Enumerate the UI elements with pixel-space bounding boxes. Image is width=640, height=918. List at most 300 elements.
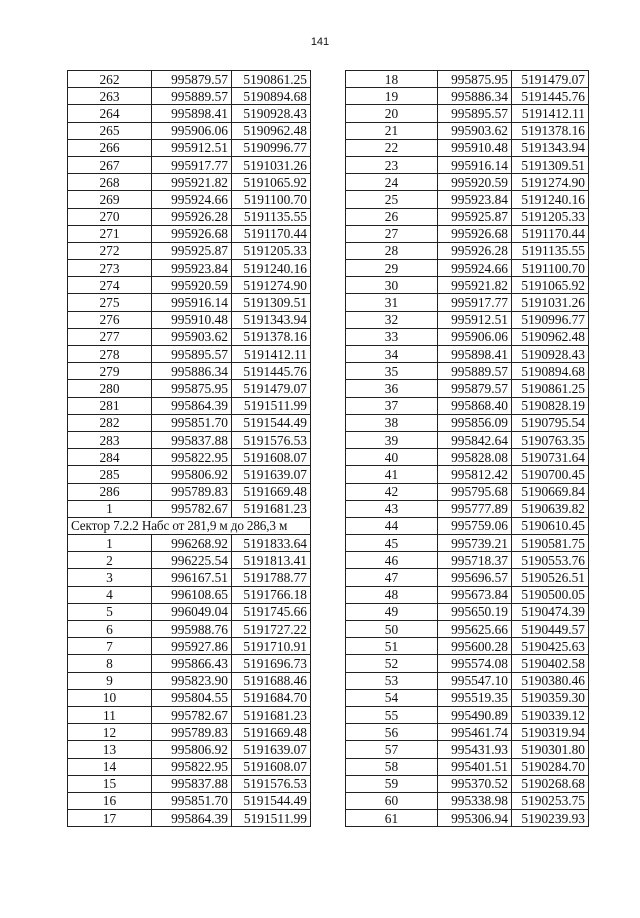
y-coordinate-cell: 5190894.68	[512, 363, 589, 380]
x-coordinate-cell: 995912.51	[438, 311, 512, 328]
x-coordinate-cell: 995306.94	[438, 810, 512, 827]
table-row	[68, 535, 311, 552]
point-number-cell: 61	[346, 810, 438, 827]
x-coordinate-cell: 995917.77	[152, 156, 232, 173]
y-coordinate-cell: 5190526.51	[512, 569, 589, 586]
table-row	[68, 208, 311, 225]
y-coordinate-cell: 5191412.11	[232, 346, 311, 363]
point-number-cell: 7	[68, 638, 152, 655]
point-number-cell: 17	[68, 810, 152, 827]
y-coordinate-cell: 5190581.75	[512, 535, 589, 552]
y-coordinate-cell: 5191031.26	[232, 156, 311, 173]
x-coordinate-cell: 995842.64	[438, 431, 512, 448]
x-coordinate-cell: 995777.89	[438, 500, 512, 517]
point-number-cell: 33	[346, 328, 438, 345]
y-coordinate-cell: 5190700.45	[512, 466, 589, 483]
y-coordinate-cell: 5190380.46	[512, 672, 589, 689]
y-coordinate-cell: 5191544.49	[232, 792, 311, 809]
x-coordinate-cell: 995837.88	[152, 775, 232, 792]
x-coordinate-cell: 995804.55	[152, 689, 232, 706]
x-coordinate-cell: 995370.52	[438, 775, 512, 792]
table-row	[68, 466, 311, 483]
y-coordinate-cell: 5191343.94	[512, 139, 589, 156]
x-coordinate-cell: 995924.66	[438, 260, 512, 277]
point-number-cell: 15	[68, 775, 152, 792]
table-row	[346, 449, 589, 466]
x-coordinate-cell: 995926.28	[152, 208, 232, 225]
point-number-cell: 278	[68, 346, 152, 363]
table-row	[346, 242, 589, 259]
table-row	[68, 586, 311, 603]
table-row	[346, 311, 589, 328]
table-row	[68, 552, 311, 569]
y-coordinate-cell: 5191511.99	[232, 810, 311, 827]
y-coordinate-cell: 5190962.48	[512, 328, 589, 345]
point-number-cell: 270	[68, 208, 152, 225]
y-coordinate-cell: 5191240.16	[232, 260, 311, 277]
table-row	[68, 88, 311, 105]
x-coordinate-cell: 995401.51	[438, 758, 512, 775]
table-row	[346, 810, 589, 827]
x-coordinate-cell: 995822.95	[152, 758, 232, 775]
y-coordinate-cell: 5190239.93	[512, 810, 589, 827]
point-number-cell: 274	[68, 277, 152, 294]
x-coordinate-cell: 996268.92	[152, 535, 232, 552]
x-coordinate-cell: 995519.35	[438, 689, 512, 706]
table-row	[68, 603, 311, 620]
point-number-cell: 41	[346, 466, 438, 483]
x-coordinate-cell: 995864.39	[152, 810, 232, 827]
y-coordinate-cell: 5191608.07	[232, 758, 311, 775]
table-row	[346, 260, 589, 277]
point-number-cell: 57	[346, 741, 438, 758]
x-coordinate-cell: 995828.08	[438, 449, 512, 466]
x-coordinate-cell: 995925.87	[152, 242, 232, 259]
y-coordinate-cell: 5191696.73	[232, 655, 311, 672]
y-coordinate-cell: 5190268.68	[512, 775, 589, 792]
y-coordinate-cell: 5191135.55	[232, 208, 311, 225]
point-number-cell: 11	[68, 706, 152, 723]
point-number-cell: 39	[346, 431, 438, 448]
x-coordinate-cell: 995600.28	[438, 638, 512, 655]
table-row	[346, 208, 589, 225]
point-number-cell: 284	[68, 449, 152, 466]
point-number-cell: 37	[346, 397, 438, 414]
point-number-cell: 262	[68, 71, 152, 88]
y-coordinate-cell: 5191511.99	[232, 397, 311, 414]
table-row	[346, 621, 589, 638]
point-number-cell: 19	[346, 88, 438, 105]
point-number-cell: 2	[68, 552, 152, 569]
table-row	[68, 242, 311, 259]
x-coordinate-cell: 995926.28	[438, 242, 512, 259]
table-row	[68, 655, 311, 672]
x-coordinate-cell: 995916.14	[438, 156, 512, 173]
y-coordinate-cell: 5191710.91	[232, 638, 311, 655]
point-number-cell: 21	[346, 122, 438, 139]
table-row	[68, 792, 311, 809]
y-coordinate-cell: 5190962.48	[232, 122, 311, 139]
y-coordinate-cell: 5190610.45	[512, 517, 589, 534]
table-row	[68, 621, 311, 638]
x-coordinate-cell: 995806.92	[152, 466, 232, 483]
y-coordinate-cell: 5191031.26	[512, 294, 589, 311]
table-row	[346, 517, 589, 534]
point-number-cell: 272	[68, 242, 152, 259]
x-coordinate-cell: 995921.82	[438, 277, 512, 294]
point-number-cell: 38	[346, 414, 438, 431]
x-coordinate-cell: 995759.06	[438, 517, 512, 534]
table-row	[68, 500, 311, 517]
y-coordinate-cell: 5190339.12	[512, 706, 589, 723]
x-coordinate-cell: 995856.09	[438, 414, 512, 431]
y-coordinate-cell: 5191681.23	[232, 500, 311, 517]
point-number-cell: 269	[68, 191, 152, 208]
x-coordinate-cell: 995851.70	[152, 414, 232, 431]
table-row	[346, 792, 589, 809]
table-row	[346, 346, 589, 363]
y-coordinate-cell: 5191205.33	[232, 242, 311, 259]
y-coordinate-cell: 5191274.90	[512, 174, 589, 191]
x-coordinate-cell: 995490.89	[438, 706, 512, 723]
table-row	[346, 174, 589, 191]
y-coordinate-cell: 5191479.07	[232, 380, 311, 397]
x-coordinate-cell: 995866.43	[152, 655, 232, 672]
coordinates-table-left	[67, 70, 311, 827]
table-row	[346, 88, 589, 105]
table-row	[346, 500, 589, 517]
point-number-cell: 32	[346, 311, 438, 328]
point-number-cell: 55	[346, 706, 438, 723]
table-row	[346, 191, 589, 208]
y-coordinate-cell: 5191684.70	[232, 689, 311, 706]
page-number: 141	[310, 36, 330, 48]
x-coordinate-cell: 995925.87	[438, 208, 512, 225]
point-number-cell: 45	[346, 535, 438, 552]
point-number-cell: 267	[68, 156, 152, 173]
x-coordinate-cell: 995898.41	[438, 346, 512, 363]
y-coordinate-cell: 5190828.19	[512, 397, 589, 414]
point-number-cell: 263	[68, 88, 152, 105]
x-coordinate-cell: 995696.57	[438, 569, 512, 586]
y-coordinate-cell: 5191343.94	[232, 311, 311, 328]
table-row	[346, 689, 589, 706]
y-coordinate-cell: 5190402.58	[512, 655, 589, 672]
x-coordinate-cell: 995886.34	[438, 88, 512, 105]
coordinates-table-right	[345, 70, 589, 827]
x-coordinate-cell: 996108.65	[152, 586, 232, 603]
table-row	[68, 672, 311, 689]
x-coordinate-cell: 995875.95	[152, 380, 232, 397]
table-row	[68, 71, 311, 88]
table-row	[68, 638, 311, 655]
y-coordinate-cell: 5190861.25	[512, 380, 589, 397]
x-coordinate-cell: 995903.62	[152, 328, 232, 345]
x-coordinate-cell: 995875.95	[438, 71, 512, 88]
table-row	[346, 466, 589, 483]
table-row	[346, 706, 589, 723]
point-number-cell: 9	[68, 672, 152, 689]
y-coordinate-cell: 5191240.16	[512, 191, 589, 208]
y-coordinate-cell: 5191100.70	[512, 260, 589, 277]
y-coordinate-cell: 5190639.82	[512, 500, 589, 517]
y-coordinate-cell: 5190500.05	[512, 586, 589, 603]
point-number-cell: 53	[346, 672, 438, 689]
point-number-cell: 27	[346, 225, 438, 242]
y-coordinate-cell: 5191378.16	[512, 122, 589, 139]
y-coordinate-cell: 5191766.18	[232, 586, 311, 603]
x-coordinate-cell: 995889.57	[438, 363, 512, 380]
table-row	[68, 706, 311, 723]
point-number-cell: 13	[68, 741, 152, 758]
table-row	[68, 689, 311, 706]
point-number-cell: 1	[68, 500, 152, 517]
y-coordinate-cell: 5191788.77	[232, 569, 311, 586]
table-row	[346, 655, 589, 672]
point-number-cell: 31	[346, 294, 438, 311]
y-coordinate-cell: 5191445.76	[512, 88, 589, 105]
point-number-cell: 10	[68, 689, 152, 706]
y-coordinate-cell: 5190763.35	[512, 431, 589, 448]
section-title: Сектор 7.2.2 Набс от 281,9 м до 286,3 м	[68, 517, 311, 534]
point-number-cell: 23	[346, 156, 438, 173]
point-number-cell: 50	[346, 621, 438, 638]
point-number-cell: 30	[346, 277, 438, 294]
y-coordinate-cell: 5191669.48	[232, 724, 311, 741]
x-coordinate-cell: 995917.77	[438, 294, 512, 311]
point-number-cell: 20	[346, 105, 438, 122]
x-coordinate-cell: 995906.06	[438, 328, 512, 345]
y-coordinate-cell: 5191639.07	[232, 741, 311, 758]
x-coordinate-cell: 995837.88	[152, 431, 232, 448]
y-coordinate-cell: 5190474.39	[512, 603, 589, 620]
y-coordinate-cell: 5191576.53	[232, 431, 311, 448]
y-coordinate-cell: 5191544.49	[232, 414, 311, 431]
point-number-cell: 29	[346, 260, 438, 277]
y-coordinate-cell: 5191309.51	[512, 156, 589, 173]
point-number-cell: 265	[68, 122, 152, 139]
table-row	[68, 397, 311, 414]
x-coordinate-cell: 995868.40	[438, 397, 512, 414]
x-coordinate-cell: 995739.21	[438, 535, 512, 552]
x-coordinate-cell: 995795.68	[438, 483, 512, 500]
table-row	[346, 71, 589, 88]
x-coordinate-cell: 995864.39	[152, 397, 232, 414]
y-coordinate-cell: 5190894.68	[232, 88, 311, 105]
table-row	[346, 483, 589, 500]
table-row	[68, 191, 311, 208]
x-coordinate-cell: 995547.10	[438, 672, 512, 689]
table-row	[68, 139, 311, 156]
x-coordinate-cell: 996167.51	[152, 569, 232, 586]
point-number-cell: 46	[346, 552, 438, 569]
x-coordinate-cell: 995851.70	[152, 792, 232, 809]
x-coordinate-cell: 995806.92	[152, 741, 232, 758]
table-row	[68, 569, 311, 586]
table-row	[68, 483, 311, 500]
point-number-cell: 18	[346, 71, 438, 88]
x-coordinate-cell: 995895.57	[152, 346, 232, 363]
x-coordinate-cell: 995895.57	[438, 105, 512, 122]
x-coordinate-cell: 996049.04	[152, 603, 232, 620]
table-row	[346, 397, 589, 414]
table-row	[68, 225, 311, 242]
y-coordinate-cell: 5191065.92	[232, 174, 311, 191]
table-row	[68, 260, 311, 277]
point-number-cell: 282	[68, 414, 152, 431]
y-coordinate-cell: 5191170.44	[232, 225, 311, 242]
point-number-cell: 28	[346, 242, 438, 259]
table-row	[346, 328, 589, 345]
y-coordinate-cell: 5191378.16	[232, 328, 311, 345]
y-coordinate-cell: 5190996.77	[512, 311, 589, 328]
y-coordinate-cell: 5191681.23	[232, 706, 311, 723]
table-row	[346, 535, 589, 552]
point-number-cell: 4	[68, 586, 152, 603]
table-row	[68, 741, 311, 758]
x-coordinate-cell: 995920.59	[152, 277, 232, 294]
y-coordinate-cell: 5190253.75	[512, 792, 589, 809]
y-coordinate-cell: 5190928.43	[512, 346, 589, 363]
point-number-cell: 24	[346, 174, 438, 191]
point-number-cell: 44	[346, 517, 438, 534]
table-row	[68, 810, 311, 827]
table-row	[68, 414, 311, 431]
table-row	[68, 449, 311, 466]
table-row	[68, 328, 311, 345]
y-coordinate-cell: 5190553.76	[512, 552, 589, 569]
y-coordinate-cell: 5190928.43	[232, 105, 311, 122]
point-number-cell: 6	[68, 621, 152, 638]
x-coordinate-cell: 995988.76	[152, 621, 232, 638]
x-coordinate-cell: 995886.34	[152, 363, 232, 380]
table-row	[346, 672, 589, 689]
point-number-cell: 273	[68, 260, 152, 277]
x-coordinate-cell: 995906.06	[152, 122, 232, 139]
x-coordinate-cell: 995789.83	[152, 483, 232, 500]
table-row	[346, 363, 589, 380]
y-coordinate-cell: 5190996.77	[232, 139, 311, 156]
x-coordinate-cell: 995338.98	[438, 792, 512, 809]
table-row	[68, 105, 311, 122]
table-row	[346, 122, 589, 139]
x-coordinate-cell: 995921.82	[152, 174, 232, 191]
table-row	[68, 346, 311, 363]
point-number-cell: 51	[346, 638, 438, 655]
point-number-cell: 36	[346, 380, 438, 397]
x-coordinate-cell: 995910.48	[438, 139, 512, 156]
point-number-cell: 279	[68, 363, 152, 380]
point-number-cell: 35	[346, 363, 438, 380]
point-number-cell: 52	[346, 655, 438, 672]
point-number-cell: 281	[68, 397, 152, 414]
y-coordinate-cell: 5191100.70	[232, 191, 311, 208]
point-number-cell: 268	[68, 174, 152, 191]
y-coordinate-cell: 5191576.53	[232, 775, 311, 792]
y-coordinate-cell: 5191309.51	[232, 294, 311, 311]
x-coordinate-cell: 995920.59	[438, 174, 512, 191]
y-coordinate-cell: 5190284.70	[512, 758, 589, 775]
point-number-cell: 283	[68, 431, 152, 448]
table-row	[68, 775, 311, 792]
y-coordinate-cell: 5191135.55	[512, 242, 589, 259]
table-row	[68, 156, 311, 173]
table-row	[68, 294, 311, 311]
y-coordinate-cell: 5190669.84	[512, 483, 589, 500]
y-coordinate-cell: 5191669.48	[232, 483, 311, 500]
x-coordinate-cell: 995823.90	[152, 672, 232, 689]
x-coordinate-cell: 995926.68	[438, 225, 512, 242]
table-row	[346, 156, 589, 173]
y-coordinate-cell: 5191688.46	[232, 672, 311, 689]
table-row	[68, 758, 311, 775]
point-number-cell: 271	[68, 225, 152, 242]
point-number-cell: 58	[346, 758, 438, 775]
y-coordinate-cell: 5191727.22	[232, 621, 311, 638]
y-coordinate-cell: 5191479.07	[512, 71, 589, 88]
point-number-cell: 40	[346, 449, 438, 466]
table-row	[346, 586, 589, 603]
point-number-cell: 43	[346, 500, 438, 517]
point-number-cell: 59	[346, 775, 438, 792]
point-number-cell: 16	[68, 792, 152, 809]
y-coordinate-cell: 5191745.66	[232, 603, 311, 620]
table-row	[346, 775, 589, 792]
point-number-cell: 276	[68, 311, 152, 328]
coordinates-table-left-body	[68, 71, 311, 827]
table-row	[346, 741, 589, 758]
y-coordinate-cell: 5190425.63	[512, 638, 589, 655]
point-number-cell: 22	[346, 139, 438, 156]
y-coordinate-cell: 5190731.64	[512, 449, 589, 466]
table-row	[68, 431, 311, 448]
point-number-cell: 25	[346, 191, 438, 208]
table-row	[68, 380, 311, 397]
point-number-cell: 56	[346, 724, 438, 741]
table-row	[346, 139, 589, 156]
x-coordinate-cell: 995926.68	[152, 225, 232, 242]
table-row	[346, 431, 589, 448]
y-coordinate-cell: 5191412.11	[512, 105, 589, 122]
y-coordinate-cell: 5190795.54	[512, 414, 589, 431]
y-coordinate-cell: 5190359.30	[512, 689, 589, 706]
y-coordinate-cell: 5190319.94	[512, 724, 589, 741]
y-coordinate-cell: 5191813.41	[232, 552, 311, 569]
x-coordinate-cell: 995461.74	[438, 724, 512, 741]
point-number-cell: 264	[68, 105, 152, 122]
point-number-cell: 280	[68, 380, 152, 397]
point-number-cell: 42	[346, 483, 438, 500]
x-coordinate-cell: 995574.08	[438, 655, 512, 672]
point-number-cell: 49	[346, 603, 438, 620]
table-row	[68, 363, 311, 380]
table-row	[346, 552, 589, 569]
point-number-cell: 12	[68, 724, 152, 741]
point-number-cell: 60	[346, 792, 438, 809]
x-coordinate-cell: 995923.84	[438, 191, 512, 208]
coordinates-table-right-body	[346, 71, 589, 827]
point-number-cell: 54	[346, 689, 438, 706]
x-coordinate-cell: 995650.19	[438, 603, 512, 620]
table-row	[346, 758, 589, 775]
x-coordinate-cell: 995889.57	[152, 88, 232, 105]
table-row	[346, 724, 589, 741]
point-number-cell: 47	[346, 569, 438, 586]
table-row	[346, 603, 589, 620]
table-row	[346, 414, 589, 431]
x-coordinate-cell: 995812.42	[438, 466, 512, 483]
point-number-cell: 3	[68, 569, 152, 586]
